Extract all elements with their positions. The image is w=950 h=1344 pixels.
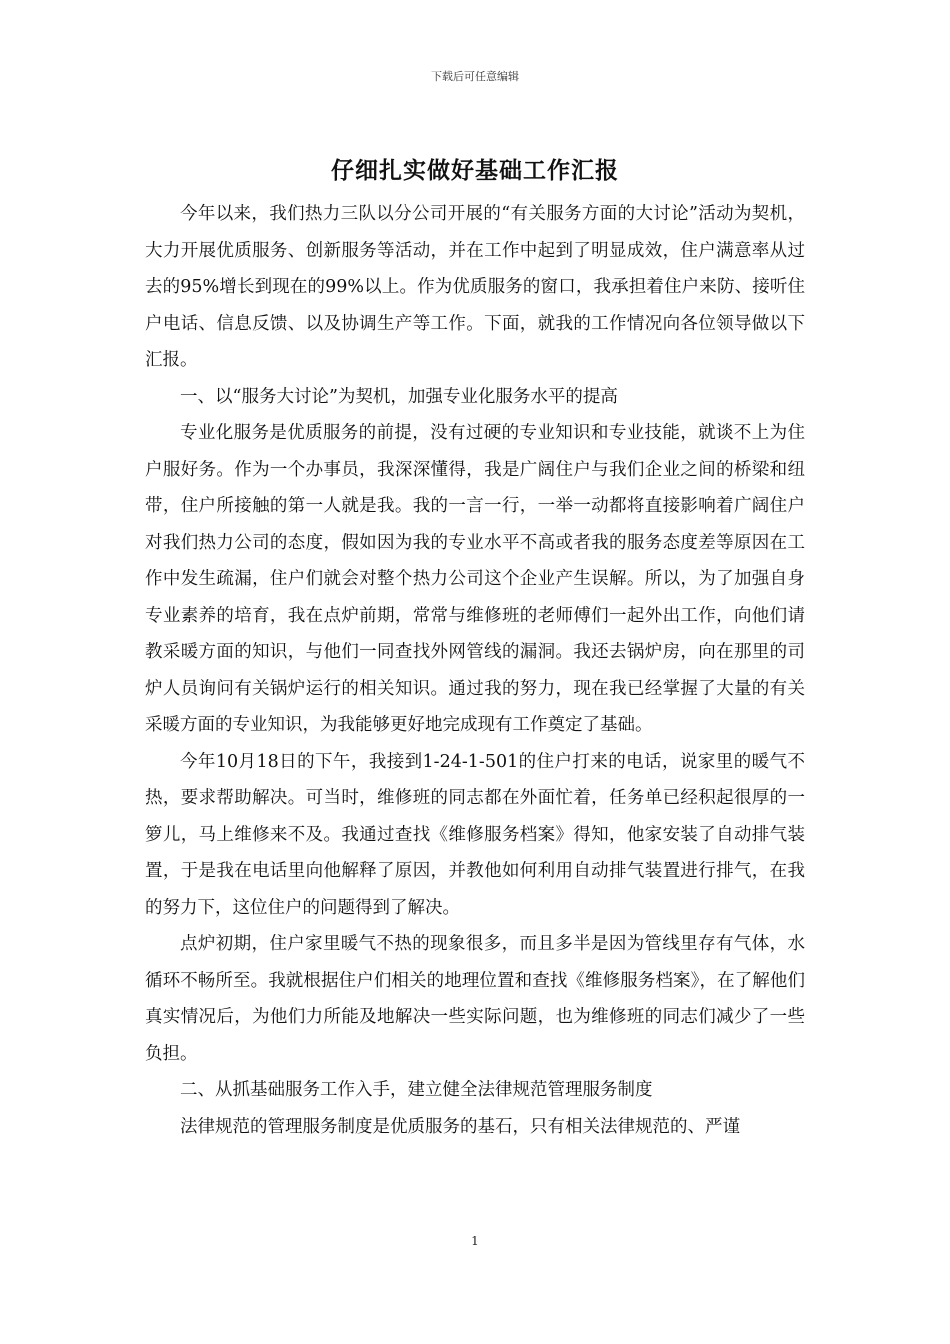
paragraph-professional-service: 专业化服务是优质服务的前提，没有过硬的专业知识和专业技能，就谈不上为住户服好务。作为一个办事员，我深深懂得，我是广阔住户与我们企业之间的桥梁和纽带，住户所接触的第一人就是我。我的一言一行，一举一动都将直接影响着广阔住户对我们热力公司的态度，假如因为我的专业水平不高或者我的服务态度差等原因在工作中发生疏漏，住户们就会对整个热力公司这个企业产生误解。所以，为了加强自身专业素养的培育，我在点炉前期，常常与维修班的老师傅们一起外出工作，向他们请教采暖方面的知识，与他们一同查找外网管线的漏洞。我还去锅炉房，向在那里的司炉人员询问有关锅炉运行的相关知识。通过我的努力，现在我已经掌握了大量的有关采暖方面的专业知识，为我能够更好地完成现有工作奠定了基础。 — [145, 423, 805, 735]
section-heading-2: 二、从抓基础服务工作入手，建立健全法律规范管理服务制度 — [180, 1080, 653, 1100]
paragraph-case-example: 今年10月18日的下午，我接到1-24-1-501的住户打来的电话，说家里的暖气不热，要求帮助解决。可当时，维修班的同志都在外面忙着，任务单已经积起很厚的一箩儿，马上维修来不及。我通过查找《维修服务档案》得知，他家安装了自动排气装置，于是我在电话里向他解释了原因，并教他如何利用自动排气装置进行排气，在我的努力下，这位住户的问题得到了解决。 — [145, 751, 805, 918]
page-number: 1 — [471, 1234, 479, 1248]
document-title: 仔细扎实做好基础工作汇报 — [331, 157, 619, 184]
document-body — [145, 196, 805, 1145]
section-heading-1: 一、以“服务大讨论”为契机，加强专业化服务水平的提高 — [180, 386, 618, 407]
paragraph-regulations: 法律规范的管理服务制度是优质服务的基石，只有相关法律规范的、严谨 — [180, 1116, 740, 1137]
header-note: 下载后可任意编辑 — [431, 70, 519, 83]
paragraph-intro: 今年以来，我们热力三队以分公司开展的“有关服务方面的大讨论”活动为契机，大力开展优质服务、创新服务等活动，并在工作中起到了明显成效，住户满意率从过去的95%增长到现在的99%以上。作为优质服务的窗口，我承担着住户来防、接听住户电话、信息反馈、以及协调生产等工作。下面，就我的工作情况向各位领导做以下汇报。 — [145, 204, 805, 370]
paragraph-early-heating: 点炉初期，住户家里暖气不热的现象很多，而且多半是因为管线里存有气体，水循环不畅所至。我就根据住户们相关的地理位置和查找《维修服务档案》，在了解他们真实情况后，为他们力所能及地解决一些实际问题，也为维修班的同志们减少了一些负担。 — [145, 934, 805, 1064]
